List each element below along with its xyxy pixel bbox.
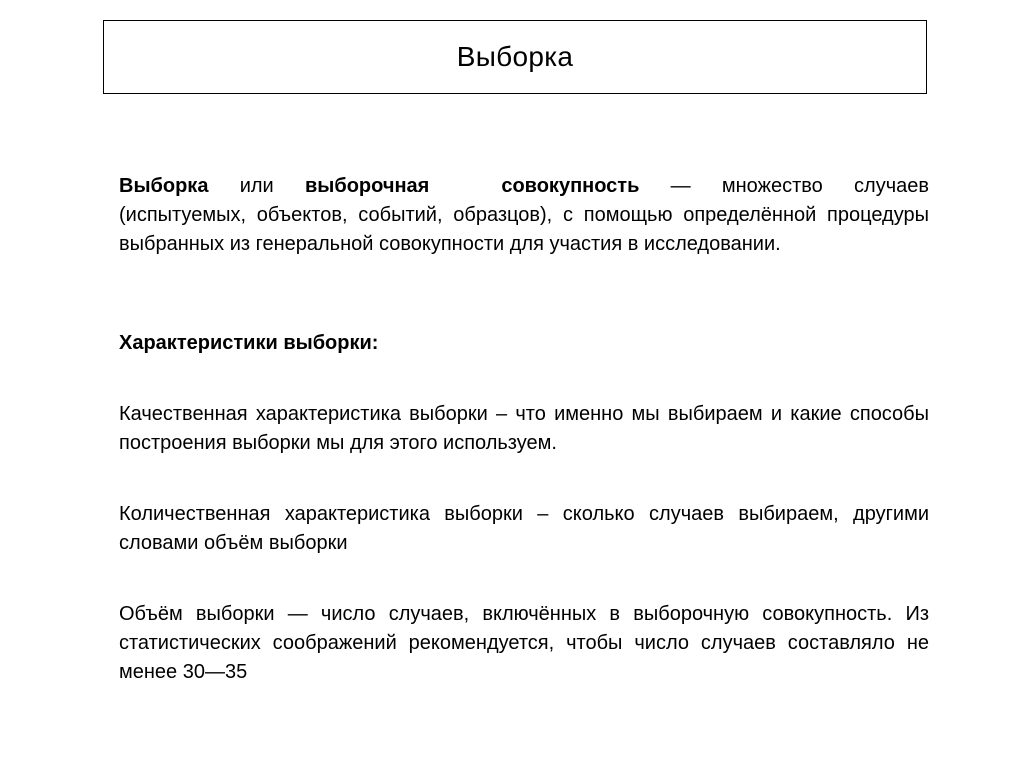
characteristics-heading	[119, 329, 929, 358]
definition-term-2: выборочная	[304, 175, 430, 197]
slide-title: Выборка	[456, 41, 574, 72]
definition-paragraph	[119, 172, 929, 259]
slide-title-box	[103, 20, 927, 94]
definition-rest: — множество случаев (испытуемых, объектов, событий, образцов), с помощью определённой процедуры выбранных из генеральной совокупности для участия в исследовании.	[119, 175, 929, 255]
definition-term: Выборка	[119, 175, 209, 197]
definition-connector: или	[208, 175, 305, 197]
volume-paragraph: Объём выборки — число случаев, включённых в выборочную совокупность. Из статистических соображений рекомендуется, чтобы число случаев составляло не менее 30—35	[119, 603, 929, 683]
characteristics-heading-text: Характеристики выборки:	[119, 332, 379, 354]
quantitative-paragraph: Количественная характеристика выборки – сколько случаев выбираем, другими словами объём выборки	[119, 503, 929, 554]
definition-term-3: совокупность	[501, 175, 640, 197]
qualitative-paragraph: Качественная характеристика выборки – что именно мы выбираем и какие способы построения выборки мы для этого используем.	[119, 403, 929, 454]
